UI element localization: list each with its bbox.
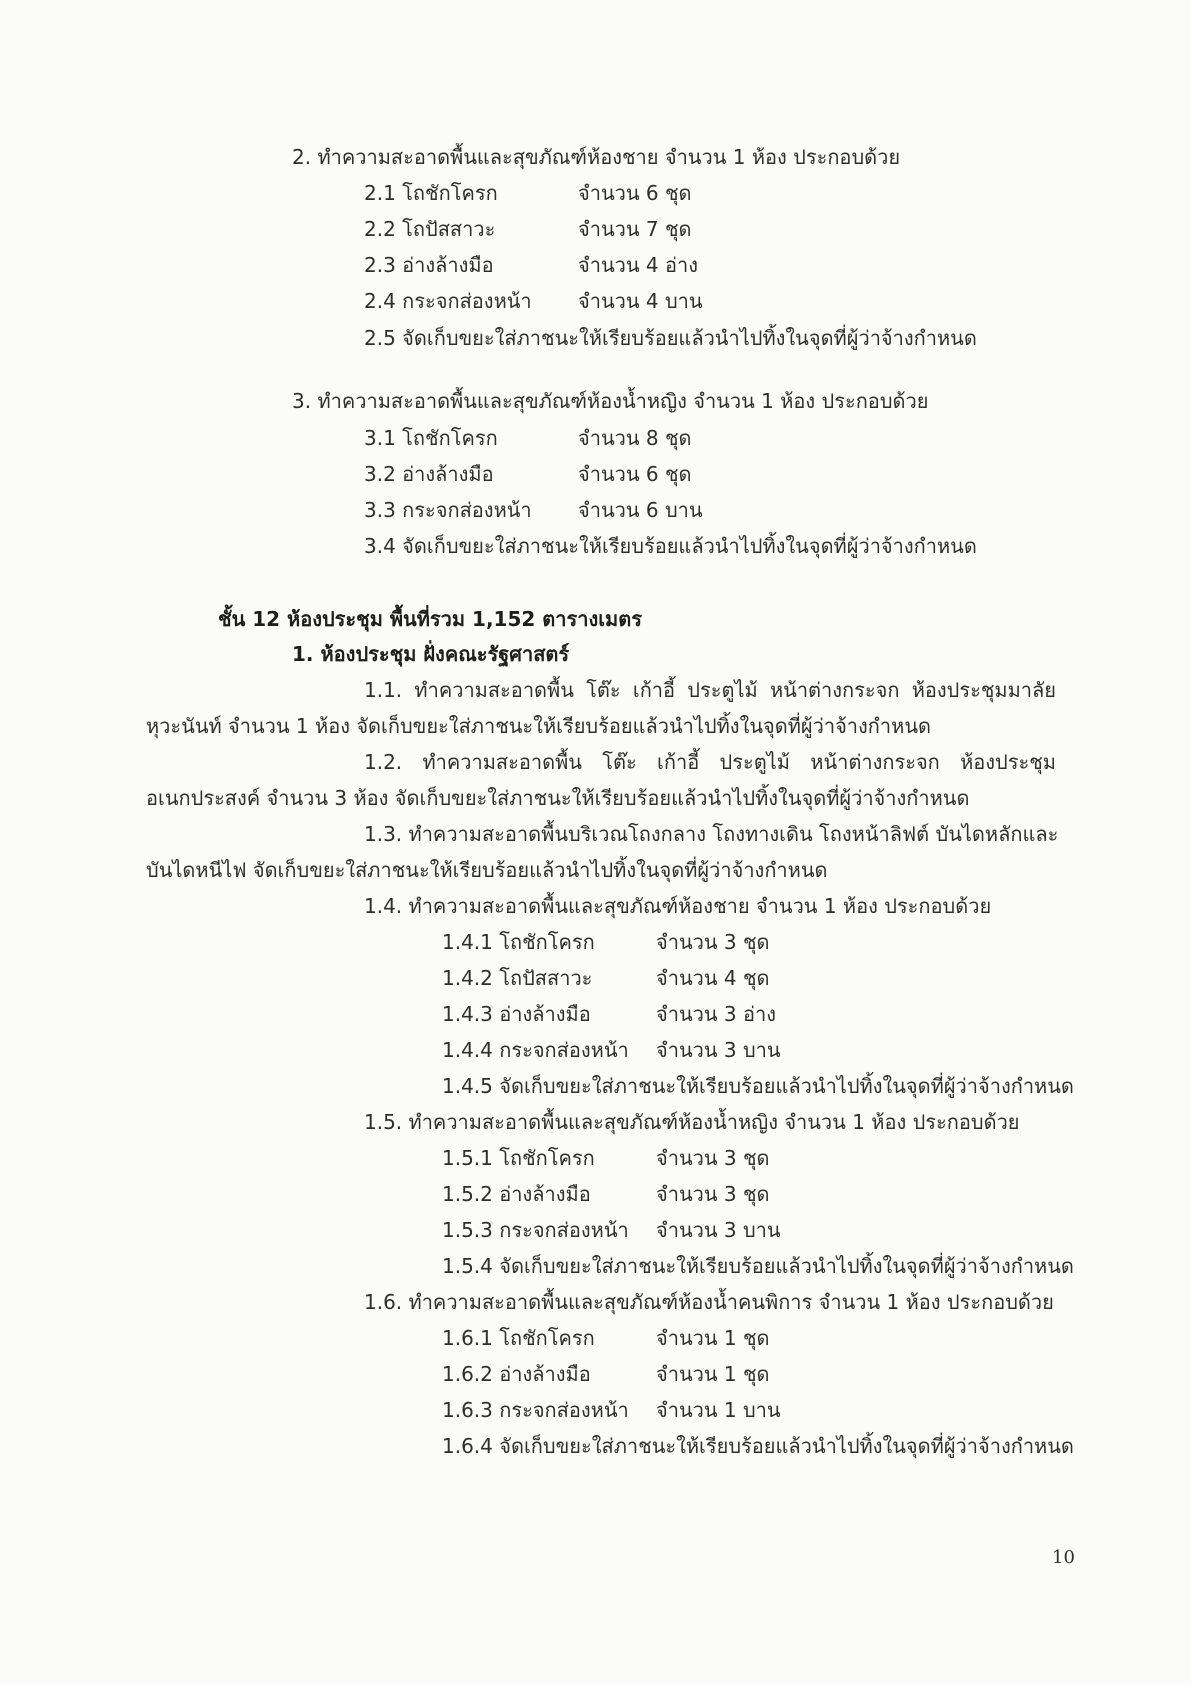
item-label: 1.6.1 โถชักโครก [442, 1326, 595, 1350]
paragraph-1-2-line1: 1.2. ทำความสะอาดพื้น โต๊ะ เก้าอี้ ประตูไม้ หน้าต่างกระจก ห้องประชุม [364, 750, 1056, 774]
item-qty: จำนวน 1 บาน [656, 1398, 781, 1422]
section-3-heading: 3. ทำความสะอาดพื้นและสุขภัณฑ์ห้องน้ำหญิง จำนวน 1 ห้อง ประกอบด้วย [292, 389, 929, 413]
floor-12-title: ชั้น 12 ห้องประชุม พื้นที่รวม 1,152 ตารางเมตร [218, 607, 642, 631]
item-qty: จำนวน 4 อ่าง [578, 253, 698, 277]
item-label: 1.4.4 กระจกส่องหน้า [442, 1038, 629, 1062]
item-qty: จำนวน 6 ชุด [578, 181, 692, 205]
item-qty: จำนวน 6 บาน [578, 498, 703, 522]
item-qty: จำนวน 4 บาน [578, 289, 703, 313]
section-1-5-heading: 1.5. ทำความสะอาดพื้นและสุขภัณฑ์ห้องน้ำหญิง จำนวน 1 ห้อง ประกอบด้วย [364, 1110, 1020, 1134]
item-label: 1.4.3 อ่างล้างมือ [442, 1002, 591, 1026]
item-qty: จำนวน 3 บาน [656, 1038, 781, 1062]
item-qty: จำนวน 7 ชุด [578, 217, 692, 241]
section-1-4-heading: 1.4. ทำความสะอาดพื้นและสุขภัณฑ์ห้องชาย จำนวน 1 ห้อง ประกอบด้วย [364, 894, 992, 918]
paragraph-1-1-line2: หุวะนันท์ จำนวน 1 ห้อง จัดเก็บขยะใส่ภาชนะให้เรียบร้อยแล้วนำไปทิ้งในจุดที่ผู้ว่าจ้างกำหนด [146, 714, 931, 738]
item-label: 1.5.3 กระจกส่องหน้า [442, 1218, 629, 1242]
paragraph-1-3-line2: บันไดหนีไฟ จัดเก็บขยะใส่ภาชนะให้เรียบร้อยแล้วนำไปทิ้งในจุดที่ผู้ว่าจ้างกำหนด [146, 858, 828, 882]
item-disposal: 1.4.5 จัดเก็บขยะใส่ภาชนะให้เรียบร้อยแล้วนำไปทิ้งในจุดที่ผู้ว่าจ้างกำหนด [442, 1074, 1074, 1098]
item-qty: จำนวน 3 ชุด [656, 1182, 770, 1206]
item-qty: จำนวน 1 ชุด [656, 1326, 770, 1350]
item-label: 1.6.2 อ่างล้างมือ [442, 1362, 591, 1386]
section-2-heading: 2. ทำความสะอาดพื้นและสุขภัณฑ์ห้องชาย จำนวน 1 ห้อง ประกอบด้วย [292, 145, 901, 169]
item-qty: จำนวน 4 ชุด [656, 966, 770, 990]
item-qty: จำนวน 3 ชุด [656, 930, 770, 954]
paragraph-1-2-line2: อเนกประสงค์ จำนวน 3 ห้อง จัดเก็บขยะใส่ภาชนะให้เรียบร้อยแล้วนำไปทิ้งในจุดที่ผู้ว่าจ้างกำหนด [146, 786, 970, 810]
item-label: 1.5.2 อ่างล้างมือ [442, 1182, 591, 1206]
section-1-6-heading: 1.6. ทำความสะอาดพื้นและสุขภัณฑ์ห้องน้ำคนพิการ จำนวน 1 ห้อง ประกอบด้วย [364, 1290, 1054, 1314]
item-disposal: 1.5.4 จัดเก็บขยะใส่ภาชนะให้เรียบร้อยแล้วนำไปทิ้งในจุดที่ผู้ว่าจ้างกำหนด [442, 1254, 1074, 1278]
page-number: 10 [1052, 1547, 1075, 1568]
item-label: 3.2 อ่างล้างมือ [364, 462, 494, 486]
item-label: 3.3 กระจกส่องหน้า [364, 498, 532, 522]
item-label: 1.4.1 โถชักโครก [442, 930, 595, 954]
paragraph-1-3-line1: 1.3. ทำความสะอาดพื้นบริเวณโถงกลาง โถงทางเดิน โถงหน้าลิฟต์ บันไดหลักและ [364, 822, 1059, 846]
paragraph-1-1-line1: 1.1. ทำความสะอาดพื้น โต๊ะ เก้าอี้ ประตูไม้ หน้าต่างกระจก ห้องประชุมมาลัย [364, 678, 1056, 702]
item-label: 2.3 อ่างล้างมือ [364, 253, 494, 277]
meeting-room-subtitle: 1. ห้องประชุม ฝั่งคณะรัฐศาสตร์ [292, 642, 570, 666]
item-label: 3.1 โถชักโครก [364, 426, 498, 450]
item-qty: จำนวน 8 ชุด [578, 426, 692, 450]
item-qty: จำนวน 3 บาน [656, 1218, 781, 1242]
item-disposal: 3.4 จัดเก็บขยะใส่ภาชนะให้เรียบร้อยแล้วนำไปทิ้งในจุดที่ผู้ว่าจ้างกำหนด [364, 534, 977, 558]
item-disposal: 2.5 จัดเก็บขยะใส่ภาชนะให้เรียบร้อยแล้วนำไปทิ้งในจุดที่ผู้ว่าจ้างกำหนด [364, 326, 977, 350]
item-label: 1.4.2 โถปัสสาวะ [442, 966, 593, 990]
item-qty: จำนวน 3 ชุด [656, 1146, 770, 1170]
item-qty: จำนวน 3 อ่าง [656, 1002, 776, 1026]
item-qty: จำนวน 6 ชุด [578, 462, 692, 486]
item-label: 1.6.3 กระจกส่องหน้า [442, 1398, 629, 1422]
item-qty: จำนวน 1 ชุด [656, 1362, 770, 1386]
item-label: 1.5.1 โถชักโครก [442, 1146, 595, 1170]
item-label: 2.1 โถชักโครก [364, 181, 498, 205]
item-label: 2.2 โถปัสสาวะ [364, 217, 496, 241]
item-disposal: 1.6.4 จัดเก็บขยะใส่ภาชนะให้เรียบร้อยแล้วนำไปทิ้งในจุดที่ผู้ว่าจ้างกำหนด [442, 1434, 1074, 1458]
item-label: 2.4 กระจกส่องหน้า [364, 289, 532, 313]
